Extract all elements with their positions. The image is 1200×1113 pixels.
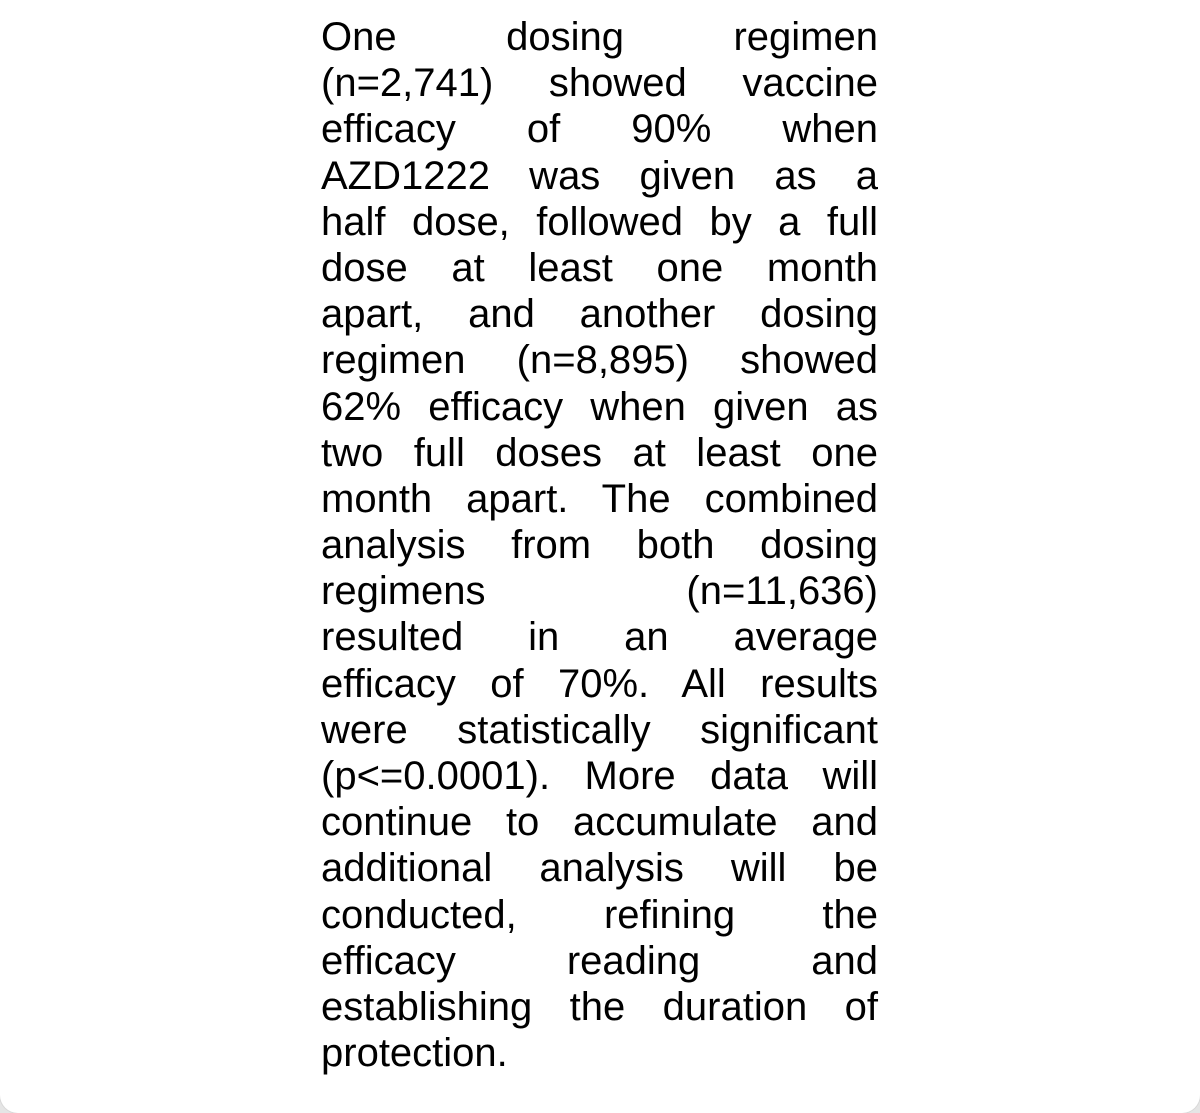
paragraph-line-8: regimen (n=8,895) showed [321,338,878,383]
body-paragraph [321,14,878,1076]
paragraph-line-3: efficacy of 90% when [321,107,878,152]
paragraph-line-18: continue to accumulate and [321,800,878,845]
paragraph-line-4: AZD1222 was given as a [321,153,878,198]
paragraph-line-14: resulted in an average [321,615,878,660]
paragraph-line-21: efficacy reading and [321,938,878,983]
paragraph-line-7: apart, and another dosing [321,292,878,337]
paragraph-line-5: half dose, followed by a full [321,199,878,244]
paragraph-line-6: dose at least one month [321,245,878,290]
paragraph-line-15: efficacy of 70%. All results [321,661,878,706]
paragraph-line-9: 62% efficacy when given as [321,384,878,429]
paragraph-line-2: (n=2,741) showed vaccine [321,61,878,106]
paragraph-line-20: conducted, refining the [321,892,878,937]
paragraph-line-13: regimens (n=11,636) [321,569,878,614]
paragraph-line-1: One dosing regimen [321,15,878,59]
paragraph-line-10: two full doses at least one [321,430,878,475]
paragraph-line-23: protection. [321,1031,508,1076]
paragraph-line-12: analysis from both dosing [321,523,878,568]
paragraph-line-19: additional analysis will be [321,846,878,891]
paragraph-line-17: (p<=0.0001). More data will [321,754,878,798]
paragraph-line-22: establishing the duration of [321,984,878,1029]
paragraph-line-11: month apart. The combined [321,476,878,521]
paragraph-line-16: were statistically significant [321,707,878,752]
